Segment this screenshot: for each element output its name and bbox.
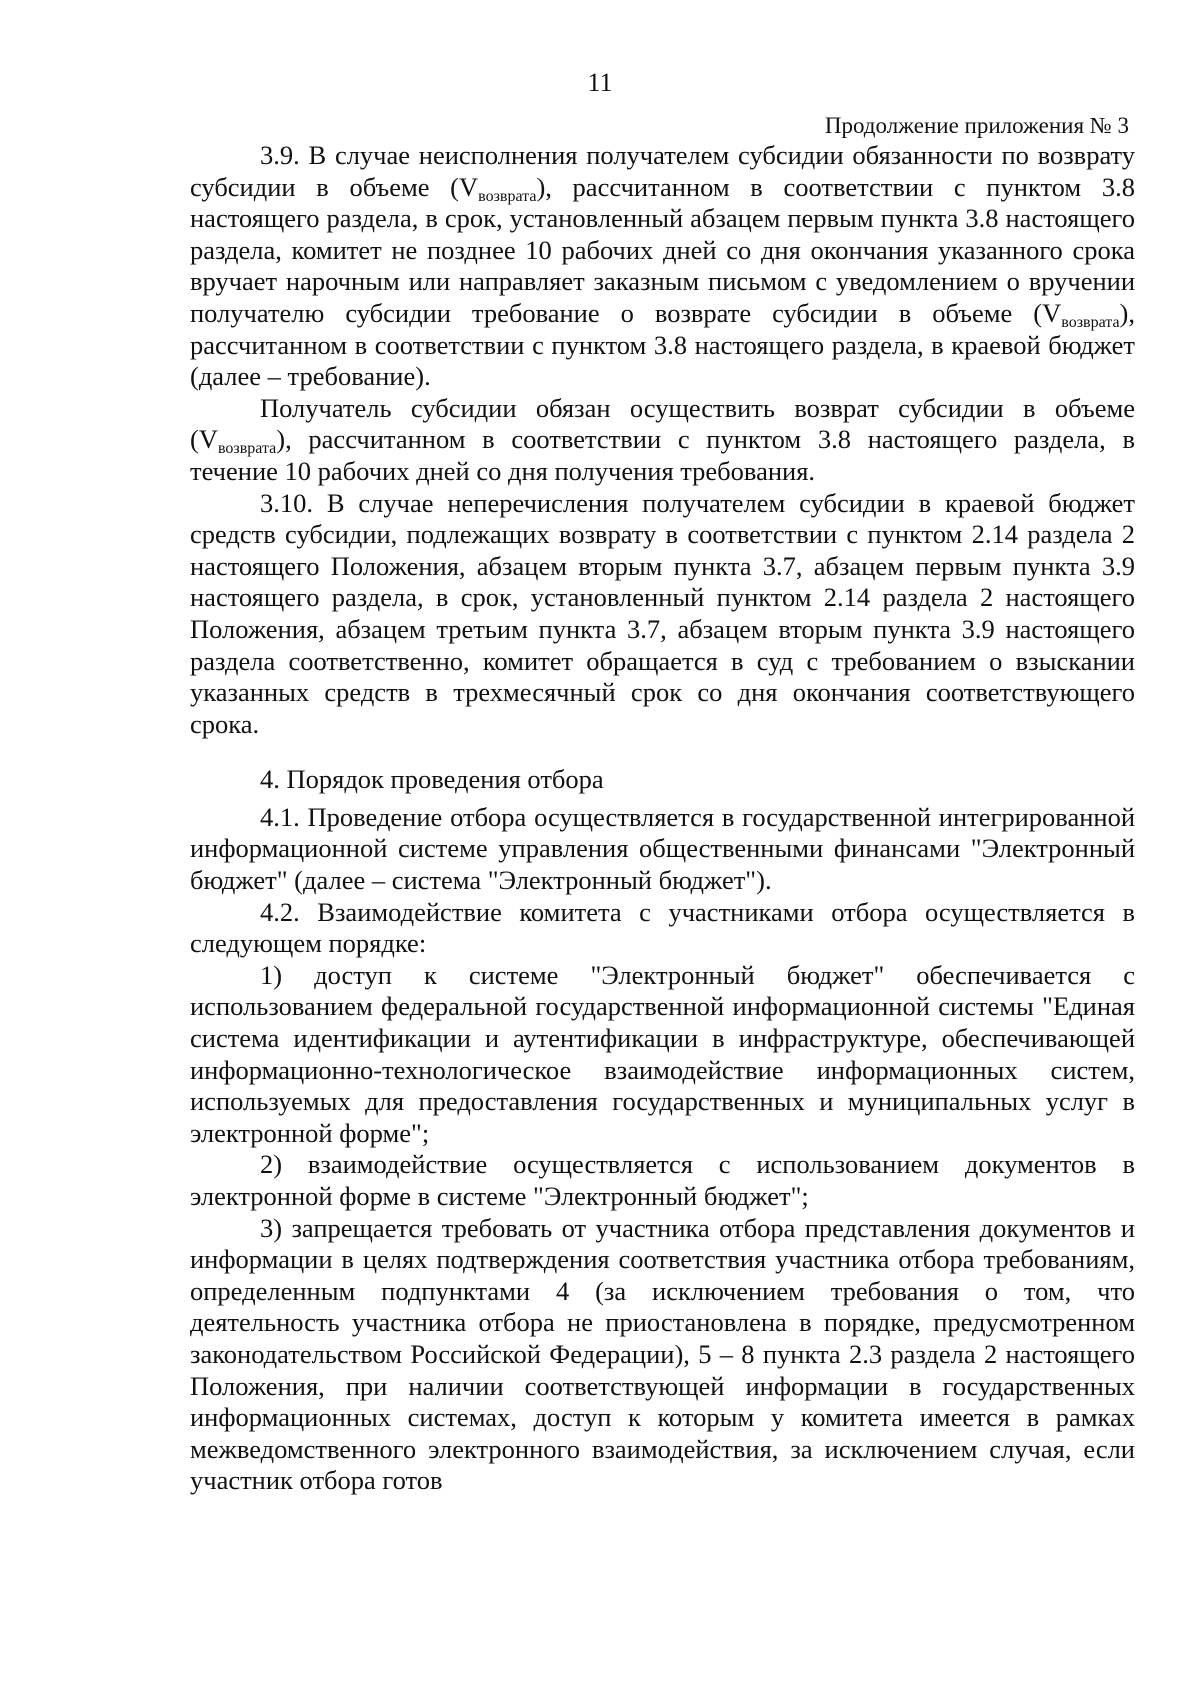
list-item-2: 2) взаимодействие осуществляется с использованием документов в электронной форме в системе "Электронный бюджет"; [190, 1149, 1135, 1211]
paragraph-3-10: 3.10. В случае неперечисления получателем субсидии в краевой бюджет средств субсидии, подлежащих возврату в соответствии с пунктом 2.14 раздела 2 настоящего Положения, абзацем вторым пункта 3.7, абзацем первым пункта 3.9 настоящего раздела, в срок, установленный пунктом 2.14 раздела 2 настоящего Положения, абзацем третьим пункта 3.7, абзацем вторым пункта 3.9 настоящего раздела соответственно, комитет обращается в суд с требованием о взыскании указанных средств в трехмесячный срок со дня окончания соответствующего срока. [190, 487, 1135, 739]
appendix-continuation-note: Продолжение приложения № 3 [824, 113, 1129, 138]
subscript-vozvrata: возврата [478, 187, 537, 205]
list-item-3: 3) запрещается требовать от участника отбора представления документов и информации в целях подтверждения соответствия участника отбора требованиям, определенным подпунктами 4 (за исключением требования о том, что деятельность участника отбора не приостановлена в порядке, предусмотренном законодательством Российской Федерации), 5 – 8 пункта 2.3 раздела 2 настоящего Положения, при наличии соответствующей информации в государственных информационных системах, доступ к которым у комитета имеется в рамках межведомственного электронного взаимодействия, за исключением случая, если участник отбора готов [190, 1212, 1135, 1496]
paragraph-return-obligation [190, 393, 1135, 488]
paragraph-return-text-b: ), рассчитанном в соответствии с пунктом 3.8 настоящего раздела, в течение 10 рабочих дней со дня получения требования. [190, 424, 1135, 486]
paragraph-return-text-a: Получатель субсидии обязан осуществить возврат субсидии в объеме (V [190, 392, 1135, 455]
document-body [190, 140, 1135, 1497]
paragraph-4-2: 4.2. Взаимодействие комитета с участниками отбора осуществляется в следующем порядке: [190, 896, 1135, 959]
subscript-vozvrata: возврата [217, 440, 277, 458]
subscript-vozvrata: возврата [1061, 313, 1120, 331]
paragraph-4-1: 4.1. Проведение отбора осуществляется в государственной интегрированной информационной системе управления общественными финансами "Электронный бюджет" (далее – система "Электронный бюджет"). [190, 801, 1135, 896]
page-number: 11 [587, 68, 613, 97]
paragraph-3-9-text-a: 3.9. В случае неисполнения получателем субсидии обязанности по возврату субсидии в объеме (V [190, 140, 1135, 202]
section-heading: 4. Порядок проведения отбора [260, 764, 604, 795]
paragraph-3-9-text-c: ), рассчитанном в соответствии с пунктом 3.8 настоящего раздела, в краевой бюджет (далее – требование). [190, 297, 1135, 392]
paragraph-3-9 [190, 140, 1135, 393]
paragraph-3-9-text-b: ), рассчитанном в соответствии с пунктом 3.8 настоящего раздела, в срок, установленный абзацем первым пункта 3.8 настоящего раздела, комитет не позднее 10 рабочих дней со дня окончания указанного срока вручает нарочным или направляет заказным письмом с уведомлением о вручении получателю субсидии требование о возврате субсидии в объеме (V [190, 171, 1135, 328]
list-item-1: 1) доступ к системе "Электронный бюджет" обеспечивается с использованием федеральной государственной информационной системы "Единая система идентификации и аутентификации в инфраструктуре, обеспечивающей информационно-технологическое взаимодействие информационных систем, используемых для предоставления государственных и муниципальных услуг в электронной форме"; [190, 959, 1135, 1148]
